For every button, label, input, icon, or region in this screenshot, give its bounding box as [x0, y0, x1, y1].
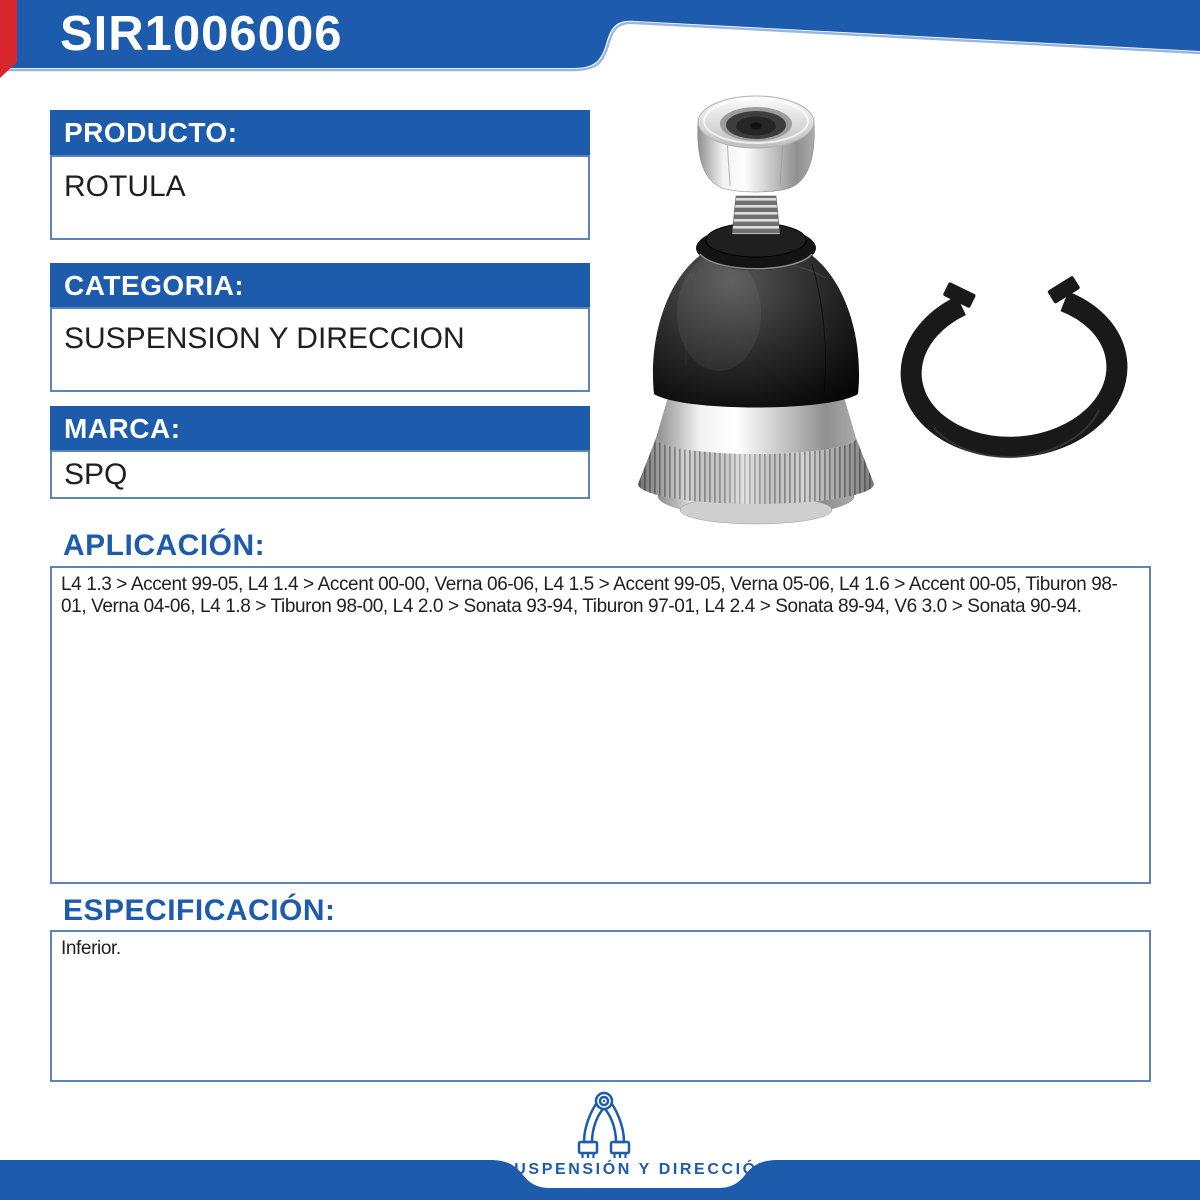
footer-brand-text: SUSPENSIÓN Y DIRECCIÓN: [501, 1161, 772, 1178]
marca-value-box: SPQ: [50, 450, 590, 499]
producto-label-bar: PRODUCTO:: [50, 110, 590, 155]
especificacion-box: [50, 930, 1151, 1082]
control-arm-icon: [572, 1088, 636, 1162]
categoria-label-bar: CATEGORIA:: [50, 263, 590, 308]
especificacion-heading: ESPECIFICACIÓN:: [63, 894, 336, 927]
aplicacion-box: [50, 566, 1151, 884]
threaded-stud: [732, 196, 780, 234]
page-title-sku: SIR1006006: [60, 7, 343, 61]
lock-nut: [698, 96, 815, 192]
categoria-value-box: SUSPENSION Y DIRECCION: [50, 307, 590, 392]
marca-label-bar: MARCA:: [50, 406, 590, 451]
aplicacion-text: L4 1.3 > Accent 99-05, L4 1.4 > Accent 00-00, Verna 06-06, L4 1.5 > Accent 99-05, Verna 05-06, L4 1.6 > Accent 00-05, Tiburon 98-01, Verna 04-06, L4 1.8 > Tiburon 98-00, L4 2.0 > Sonata 93-94, Tiburon 97-01, L4 2.4 > Sonata 89-94, V6 3.0 > Sonata 90-94.: [61, 574, 1118, 618]
snap-ring: [905, 270, 1123, 463]
aplicacion-heading: APLICACIÓN:: [63, 529, 266, 562]
ball-joint-photo: [634, 78, 1154, 530]
producto-value-box: ROTULA: [50, 155, 590, 240]
especificacion-text: Inferior.: [61, 938, 121, 959]
